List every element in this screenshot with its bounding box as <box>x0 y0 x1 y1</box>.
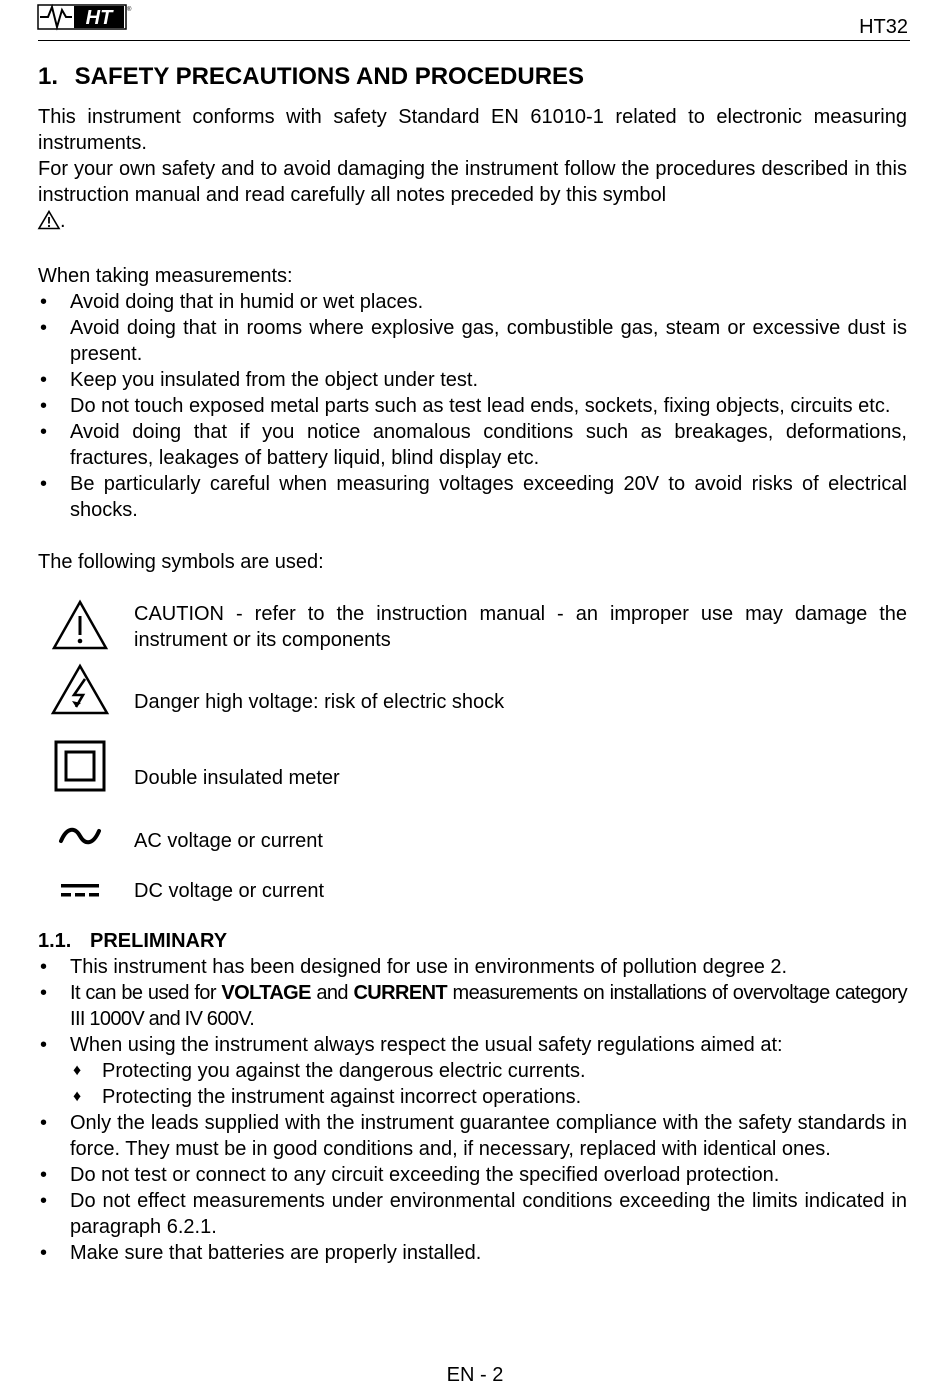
symbol-row-ac <box>38 828 907 854</box>
page-number: EN - 2 <box>446 1364 504 1386</box>
measuring-list <box>38 289 907 523</box>
list-item <box>38 1032 907 1110</box>
caution-triangle-icon <box>38 599 122 651</box>
subsection-title <box>38 928 907 954</box>
symbol-row-dc <box>38 878 907 904</box>
list-item: • Only the leads supplied with the instrument guarantee compliance with the safety standards in force. They must be in good conditions and, if necessary, replaced with identical ones. <box>38 1110 907 1162</box>
list-item: • Do not touch exposed metal parts such as test lead ends, sockets, fixing objects, circuits etc. <box>38 393 907 419</box>
item-bold-voltage: VOLTAGE <box>221 982 311 1004</box>
symbol-high-voltage-text: Danger high voltage: risk of electric shock <box>134 691 505 713</box>
section-number: 1. <box>38 63 59 90</box>
intro-period: . <box>60 210 66 232</box>
high-voltage-icon <box>38 663 122 717</box>
ac-tilde-icon <box>38 824 122 848</box>
section-title-text: SAFETY PRECAUTIONS AND PROCEDURES <box>74 63 585 90</box>
double-insulation-icon <box>38 740 122 792</box>
list-item: • This instrument has been designed for use in environments of pollution degree 2. <box>38 954 907 980</box>
dc-symbol-icon <box>38 882 122 900</box>
item-text: It can be used for <box>70 982 222 1004</box>
ht-logo <box>38 2 130 32</box>
model-name: HT32 <box>859 16 908 38</box>
inline-caution-icon <box>38 210 60 237</box>
preliminary-list <box>38 954 907 1266</box>
subsection-title-text: PRELIMINARY <box>90 930 228 952</box>
list-item: • Do not test or connect to any circuit exceeding the specified overload protection. <box>38 1162 907 1188</box>
item-text: and <box>310 982 354 1004</box>
item-text: When using the instrument always respect the usual safety regulations aimed at: <box>70 1034 783 1056</box>
symbol-row-caution <box>38 601 907 653</box>
list-item: • Make sure that batteries are properly installed. <box>38 1240 907 1266</box>
symbol-row-high-voltage <box>38 689 907 715</box>
intro-paragraph-2 <box>38 156 907 237</box>
sub-list-item: ♦ Protecting you against the dangerous electric currents. <box>70 1058 907 1084</box>
item-text: measurements on installations of overvoltage category III 1000V and IV 600V. <box>70 982 907 1030</box>
list-item: • Avoid doing that if you notice anomalous conditions such as breakages, deformations, fractures, leakages of battery liquid, blind display etc. <box>38 419 907 471</box>
svg-text:®: ® <box>127 7 132 13</box>
list-item: • Avoid doing that in rooms where explosive gas, combustible gas, steam or excessive dust is present. <box>38 315 907 367</box>
logo-text: HT <box>85 7 113 29</box>
intro-paragraph-2-text: For your own safety and to avoid damaging the instrument follow the procedures described in this instruction manual and read carefully all notes preceded by this symbol <box>38 158 907 206</box>
symbol-row-double-insulation <box>38 765 907 791</box>
symbol-ac-text: AC voltage or current <box>134 830 323 852</box>
sub-list <box>70 1058 907 1110</box>
measuring-heading: When taking measurements: <box>38 265 293 287</box>
list-item: • Be particularly careful when measuring voltages exceeding 20V to avoid risks of electrical shocks. <box>38 471 907 523</box>
section-title <box>38 62 907 92</box>
symbols-heading: The following symbols are used: <box>38 551 324 573</box>
item-bold-current: CURRENT <box>353 982 448 1004</box>
header-divider <box>38 40 910 41</box>
sub-list-item: ♦ Protecting the instrument against incorrect operations. <box>70 1084 907 1110</box>
list-item <box>38 980 907 1032</box>
intro-paragraph-1: This instrument conforms with safety Standard EN 61010-1 related to electronic measuring instruments. <box>38 106 907 154</box>
list-item: • Do not effect measurements under environmental conditions exceeding the limits indicated in paragraph 6.2.1. <box>38 1188 907 1240</box>
subsection-number: 1.1. <box>38 930 72 952</box>
list-item: • Keep you insulated from the object under test. <box>38 367 907 393</box>
symbol-double-insulation-text: Double insulated meter <box>134 767 340 789</box>
list-item: • Avoid doing that in humid or wet places. <box>38 289 907 315</box>
page-content <box>38 62 907 1266</box>
symbol-caution-text: CAUTION - refer to the instruction manual - an improper use may damage the instrument or its components <box>134 603 907 651</box>
symbol-dc-text: DC voltage or current <box>134 880 325 902</box>
